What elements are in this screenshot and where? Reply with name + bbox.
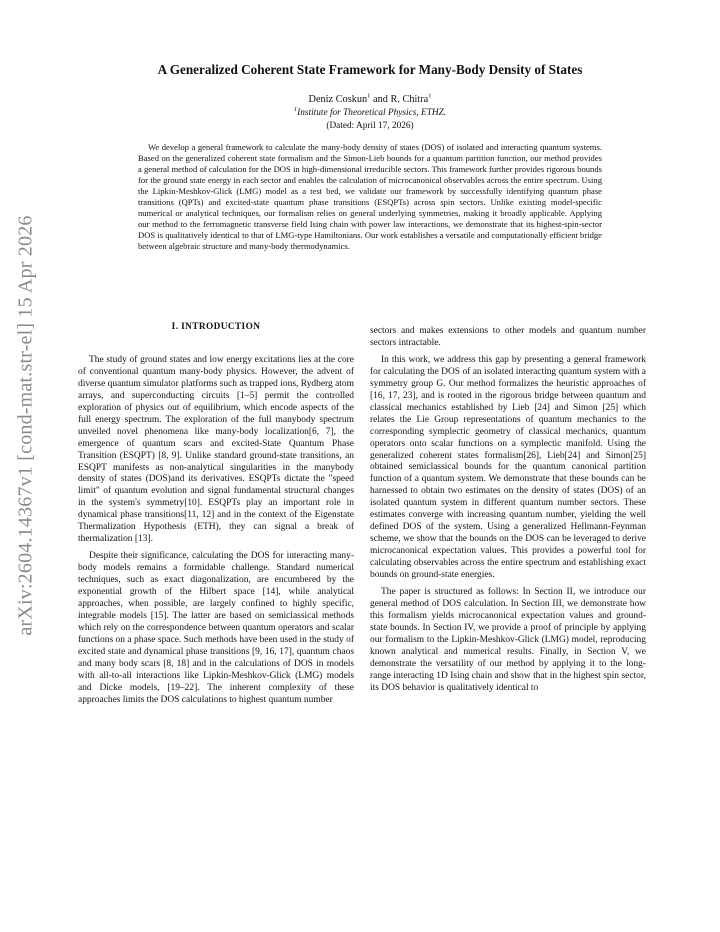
- paragraph: sectors and makes extensions to other models and quantum number sectors intractable.: [370, 326, 646, 348]
- paragraph: The paper is structured as follows: In Section II, we introduce our general method of DOS calculation. In Section III, we demonstrate how this formalism yields microcanonical expectation values and ground-state bounds. In Section IV, we provide a proof of principle by applying our formalism to the Lipkin-Meshkov-Glick (LMG) model, reproducing known analytical and numerical results. Finally, in Section V, we demonstrate the versatility of our method by applying it to the long-range interacting 1D Ising chain and show that in the highest spin sector, its DOS behavior is qualitatively identical to: [370, 587, 646, 693]
- affiliation-mark: 1: [367, 92, 371, 100]
- paper-title: A Generalized Coherent State Framework for Many-Body Density of States: [157, 62, 583, 77]
- affiliation-mark: 1: [428, 92, 432, 100]
- abstract: [138, 142, 602, 252]
- paragraph: Despite their significance, calculating the DOS for interacting many-body models remains a formidable challenge. Standard numerical techniques, such as exact diagonalization, are encumbered by the exponential growth of the Hilbert space [14], while analytical approaches, when possible, are largely confined to highly specific, integrable models [15]. The latter are based on semiclassical methods which rely on the correspondence between quantum operators and scalar functions on a phase space. Such methods have been used in the study of excited state and dynamical phase transitions [9, 16, 17], quantum chaos and many body scars [8, 18] and in the calculations of DOS in models with all-to-all interactions like Lipkin-Meshkov-Glick (LMG) models and Dicke models, [19–22]. The inherent complexity of these approaches limits the DOS calculations to highest quantum number: [78, 551, 354, 705]
- left-column: [78, 322, 354, 712]
- right-column: [370, 326, 646, 700]
- author-line: [70, 94, 670, 105]
- date-line: (Dated: April 17, 2026): [326, 121, 414, 131]
- author-name: Deniz Coskun: [308, 94, 368, 105]
- affiliation-line: [70, 105, 670, 118]
- affiliation-name: Institute for Theoretical Physics, ETHZ.: [297, 108, 447, 118]
- author-conjunction: and: [373, 94, 388, 105]
- arxiv-id-text: arXiv:2604.14367v1 [cond-mat.str-el] 15 Apr 2026: [14, 214, 37, 636]
- paragraph: In this work, we address this gap by presenting a general framework for calculating the DOS of an isolated interacting quantum system with a symmetry group G. Our method formalizes the heuristic approaches of [16, 17, 23], and is rooted in the rigorous bridge between quantum and classical mechanics established by Lieb [24] and Simon [25] which relates the Lie Group representations of quantum mechanics to the corresponding symplectic geometry of classical mechanics, quantum operators onto scalar functions on a symplectic manifold. Using the generalized coherent states formalism[26], Lieb[24] and Simon[25] obtained semiclassical bounds for the quantum canonical partition function of a quantum system. We demonstrate that these bounds can be harnessed to obtain two estimates on the density of states (DOS) of an isolated quantum system in different quantum number sectors. These estimates converge with increasing quantum number, yielding the well defined DOS of the system. Using a generalized Hellmann-Feynman scheme, we show that the bounds on the DOS can be leveraged to derive microcanonical expectation values. This provides a powerful tool for calculating observables across the entire spectrum and establishing exact bounds on ground-state energies.: [370, 354, 646, 581]
- abstract-text: We develop a general framework to calculate the many-body density of states (DOS) of isolated and interacting quantum systems. Based on the generalized coherent state formalism and the Simon-Lieb bounds for a quantum partition function, our method provides a general method of calculation for the DOS in high-dimensional irreducible sectors. This framework further provides rigorous bounds for the ground state energy in each sector and enables the calculation of microcanonical observables across the entire spectrum. Using the Lipkin-Meshkov-Glick (LMG) model as a test bed, we validate our framework by successfully identifying quantum phase transitions (QPTs) and excited-state quantum phase transitions (ESQPTs) across spin sectors. Unlike existing model-specific numerical or analytical techniques, our formalism relies on general underlying symmetries, making it broadly applicable. Applying our method to the ferromagnetic transverse field Ising chain with power law interactions, we demonstrate that its highest-spin-sector DOS is qualitatively identical to that of LMG-type Hamiltonians. Our work establishes a versatile and computationally efficient bridge between algebraic structure and many-body thermodynamics.: [138, 142, 602, 251]
- section-heading-introduction: I. INTRODUCTION: [171, 322, 261, 332]
- arxiv-side-identifier: [6, 205, 46, 645]
- paragraph: The study of ground states and low energy excitations lies at the core of conventional quantum many-body physics. However, the advent of diverse quantum simulator platforms such as trapped ions, Rydberg atom arrays, and superconducting circuits [1–5] permit the controlled exploration of physics out of equilibrium, which encode aspects of the full energy spectrum. The exploration of the full manybody spectrum unveiled novel phenomena like many-body localization[6, 7], the emergence of quantum scars and excited-State Quantum Phase Transition (ESQPT) [8, 9]. Unlike standard ground-state transitions, an ESQPT manifests as non-analytical singularities in the manybody density of states (DOS)and its derivatives. ESQPTs dictate the "speed limit" of quantum evolution and signal fundamental structural changes in the system's symmetry[10]. ESQPTs play an important role in dynamical phase transitions[11, 12] and in the context of the Eigenstate Thermalization Hypothesis (ETH), they can signal a break of thermalization [13].: [78, 354, 354, 545]
- author-name: R. Chitra: [390, 94, 429, 105]
- affiliation-mark: 1: [293, 105, 298, 113]
